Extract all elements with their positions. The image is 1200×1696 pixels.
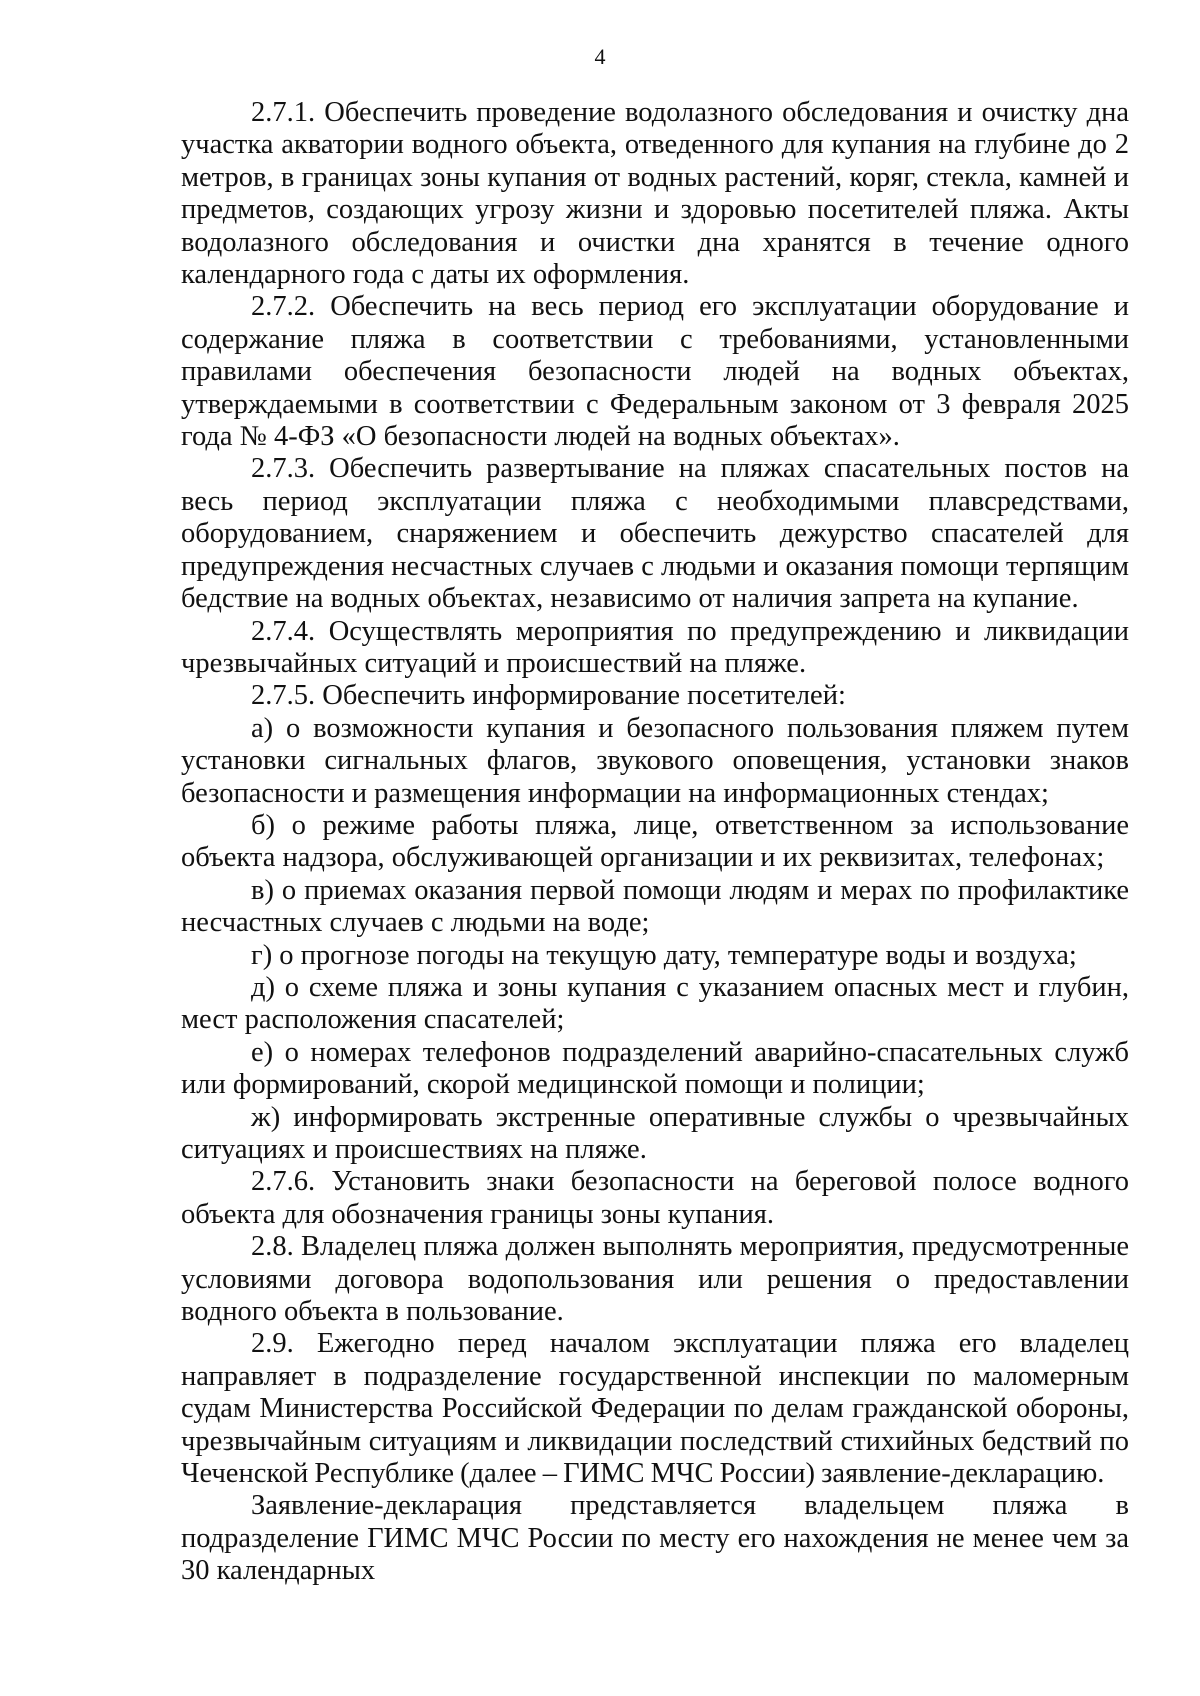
list-item-b: б) о режиме работы пляжа, лице, ответственном за использование объекта надзора, обслуживающей организации и их реквизитах, телефонах; (181, 809, 1129, 874)
list-item-g: г) о прогнозе погоды на текущую дату, температуре воды и воздуха; (251, 939, 1077, 971)
paragraph-2-8: 2.8. Владелец пляжа должен выполнять мероприятия, предусмотренные условиями договора водопользования или решения о предоставлении водного объекта в пользование. (181, 1231, 1129, 1328)
paragraph-2-7-5: 2.7.5. Обеспечить информирование посетителей: (251, 680, 846, 712)
list-item-v: в) о приемах оказания первой помощи людям и мерах по профилактике несчастных случаев с людьми на воде; (181, 874, 1129, 939)
paragraph-2-7-6: 2.7.6. Установить знаки безопасности на береговой полосе водного объекта для обозначения границы зоны купания. (181, 1166, 1129, 1230)
paragraph-2-7-4: 2.7.4. Осуществлять мероприятия по предупреждению и ликвидации чрезвычайных ситуаций и происшествий на пляже. (181, 615, 1129, 679)
list-item-a: а) о возможности купания и безопасного пользования пляжем путем установки сигнальных флагов, звукового оповещения, установки знаков безопасности и размещения информации на информационных стендах; (181, 712, 1129, 809)
document-body (181, 97, 1129, 1588)
paragraph-2-7-3: 2.7.3. Обеспечить развертывание на пляжах спасательных постов на весь период эксплуатации пляжа с необходимыми плавсредствами, оборудованием, снаряжением и обеспечить дежурство спасателей для предупреждения несчастных случаев с людьми и оказания помощи терпящим бедствие на водных объектах, независимо от наличия запрета на купание. (181, 453, 1129, 615)
list-item-zh: ж) информировать экстренные оперативные службы о чрезвычайных ситуациях и происшествиях на пляже. (181, 1101, 1129, 1165)
list-item-e: е) о номерах телефонов подразделений аварийно-спасательных служб или формирований, скорой медицинской помощи и полиции; (181, 1036, 1129, 1101)
paragraph-declaration: Заявление-декларация представляется владельцем пляжа в подразделение ГИМС МЧС России по месту его нахождения не менее чем за 30 календарных (181, 1490, 1129, 1587)
paragraph-2-7-1: 2.7.1. Обеспечить проведение водолазного обследования и очистку дна участка акватории водного объекта, отведенного для купания на глубине до 2 метров, в границах зоны купания от водных растений, коряг, стекла, камней и предметов, создающих угрозу жизни и здоровью посетителей пляжа. Акты водолазного обследования и очистки дна хранятся в течение одного календарного года с даты их оформления. (181, 97, 1129, 291)
page-number: 4 (594, 44, 606, 69)
paragraph-2-9: 2.9. Ежегодно перед началом эксплуатации пляжа его владелец направляет в подразделение государственной инспекции по маломерным судам Министерства Российской Федерации по делам гражданской обороны, чрезвычайным ситуациям и ликвидации последствий стихийных бедствий по Чеченской Республике (далее – ГИМС МЧС России) заявление-декларацию. (181, 1328, 1129, 1490)
list-item-d: д) о схеме пляжа и зоны купания с указанием опасных мест и глубин, мест расположения спасателей; (181, 971, 1129, 1036)
paragraph-2-7-2: 2.7.2. Обеспечить на весь период его эксплуатации оборудование и содержание пляжа в соответствии с требованиями, установленными правилами обеспечения безопасности людей на водных объектах, утверждаемыми в соответствии с Федеральным законом от 3 февраля 2025 года № 4-ФЗ «О безопасности людей на водных объектах». (181, 291, 1129, 453)
